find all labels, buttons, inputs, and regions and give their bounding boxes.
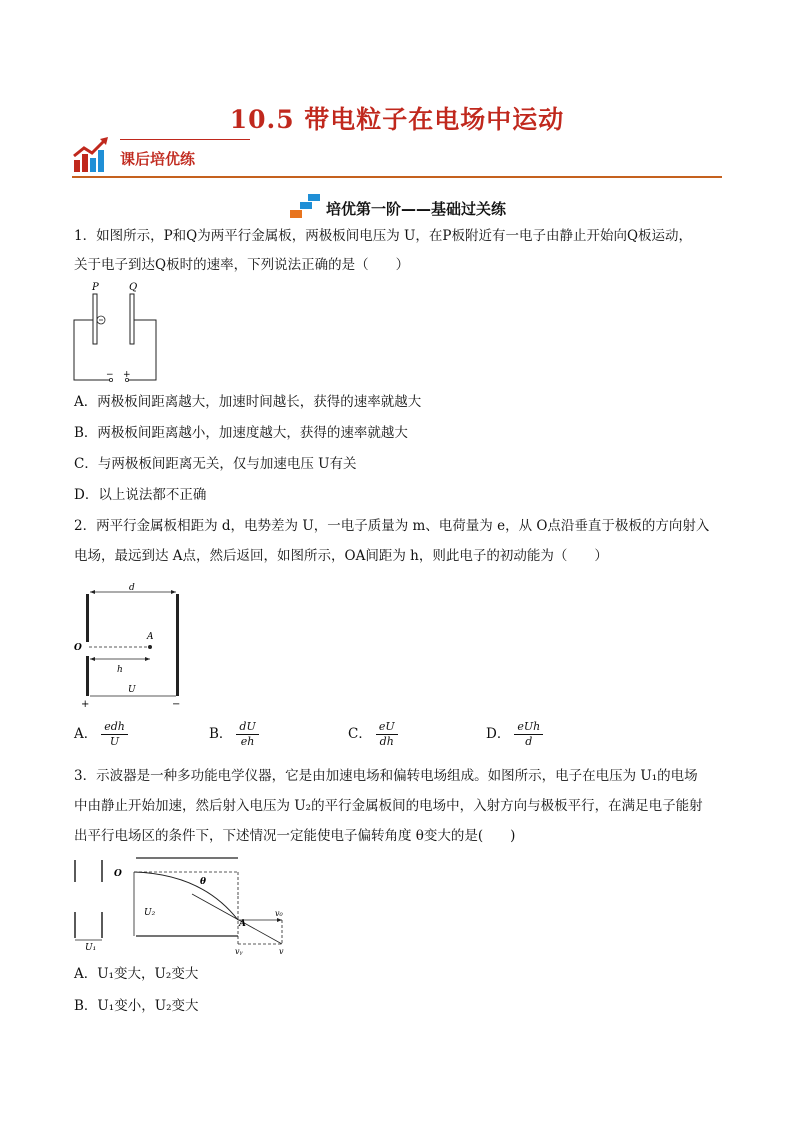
q2-line2: 电场，最远到达 A点，然后返回，如图所示，OA间距为 h，则此电子的初动能为（ ） [74,548,608,564]
q1-label-q: Q [129,282,138,293]
q3-label-theta: θ [200,877,207,887]
q1-option-c: C．与两极板间距离无关，仅与加速电压 U有关 [74,456,357,472]
q2-figure [72,580,190,710]
q3-label-v: v [279,947,284,956]
page-title: 10.5 带电粒子在电场中运动 [229,105,565,134]
section-header [72,136,722,178]
q3-label-o: O [114,869,122,879]
q2-option-c: C． $\frac{eU}{dh}$ [348,720,398,749]
q1-line1: 1．如图所示，P和Q为两平行金属板，两极板间电压为 U，在P板附近有一电子由静止开始向Q板运动， [74,228,693,244]
section-label: 课后培优练 [120,150,196,168]
q2-plus: + [81,699,90,710]
q2-option-d: D． $\frac{\text{eUh}}{d}$ [486,720,543,749]
stairs-icon [288,194,322,220]
q1-option-b: B．两极板间距离越小，加速度越大，获得的速率就越大 [74,425,408,441]
q2-line1: 2．两平行金属板相距为 d，电势差为 U，一电子质量为 m、电荷量为 e，从 O点沿垂直于极板的方向射入 [74,518,710,534]
q1-neg-terminal: − [106,370,114,380]
subhead-text: 培优第一阶——基础过关练 [325,200,506,218]
q1-option-d: D．以上说法都不正确 [74,487,207,503]
q1-label-p: P [92,282,99,293]
q1-pos-terminal: + [123,370,131,380]
q3-line1: 3．示波器是一种多功能电学仪器，它是由加速电场和偏转电场组成。如图所示，电子在电压为 U₁的电场 [74,768,698,784]
q2-label-a: A [147,632,154,642]
q2-option-a: A． $\frac{\text{edh}}{U}$ [74,720,128,749]
q3-figure [72,852,292,958]
q3-line3: 出平行电场区的条件下，下述情况一定能使电子偏转角度 θ变大的是( ) [74,828,516,844]
q2-label-u: U [128,685,136,695]
q3-label-vy: vᵧ [235,947,243,956]
q3-line2: 中由静止开始加速，然后射入电压为 U₂的平行金属板间的电场中，入射方向与极板平行，在满足电子能射 [74,798,703,814]
q3-label-u1: U₁ [85,943,97,953]
q2-label-h: h [117,665,123,675]
q1-figure [72,282,164,386]
q2-label-d: d [129,583,135,593]
q3-option-a: A．U₁变大，U₂变大 [74,966,199,982]
q2-minus: − [172,699,181,710]
section-bottom-rule [72,176,722,178]
q1-line2: 关于电子到达Q板时的速率，下列说法正确的是（ ） [74,257,410,273]
q2-option-b: B． $\frac{dU}{eh}$ [209,720,259,749]
q3-option-b: B．U₁变小，U₂变大 [74,998,199,1014]
q2-label-o: O [74,643,82,653]
q3-label-u2: U₂ [144,908,156,918]
section-top-rule [120,139,250,140]
q3-label-a: A [239,919,246,929]
q1-option-a: A．两极板间距离越大，加速时间越长，获得的速率就越大 [74,394,422,410]
q3-label-v0: v₀ [275,909,283,918]
rising-chart-icon [72,136,112,174]
subhead [0,194,794,220]
